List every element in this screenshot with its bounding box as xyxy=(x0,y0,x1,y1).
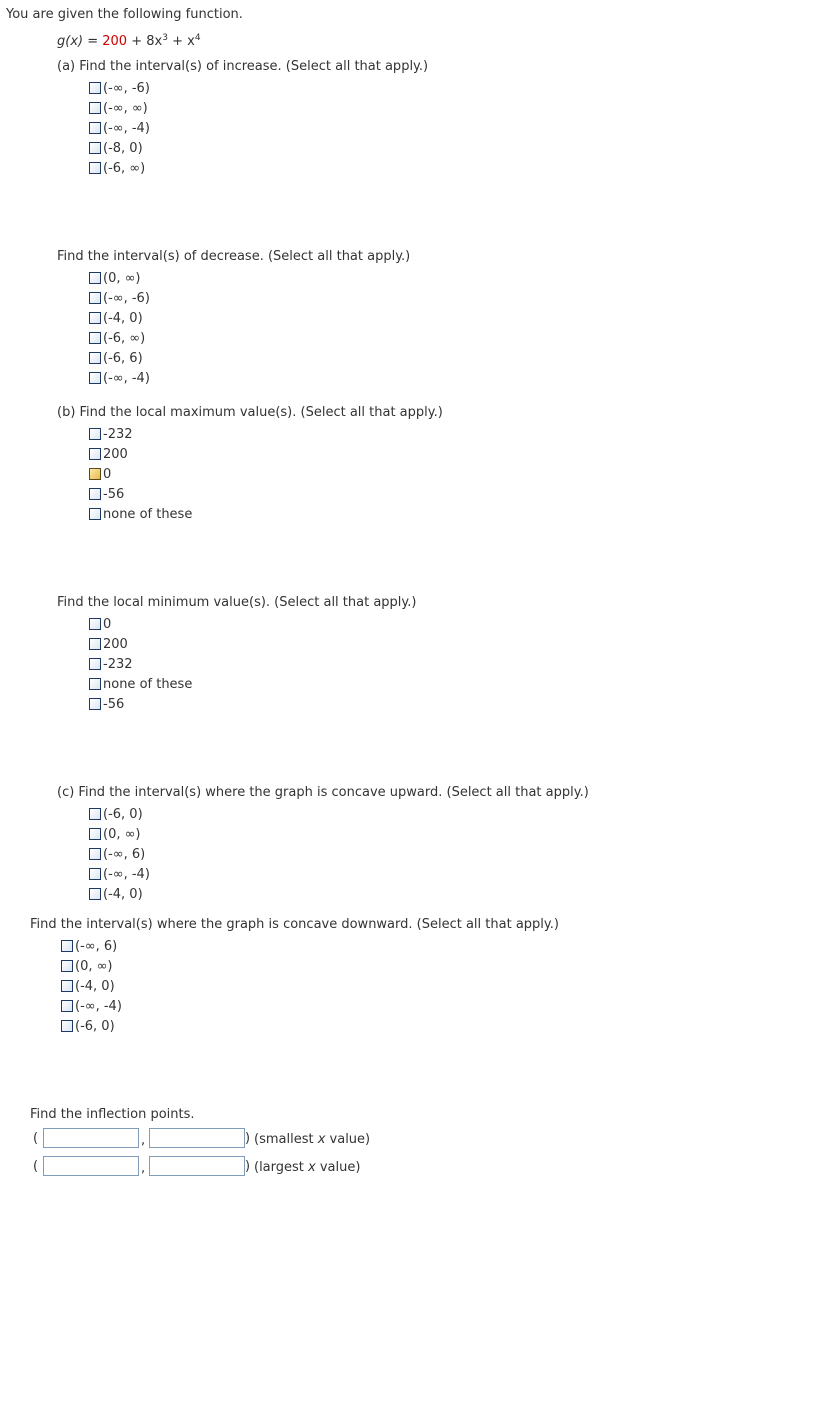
question-increase-prompt: (a) Find the interval(s) of increase. (Select all that apply.) xyxy=(57,59,429,74)
decrease-option[interactable] xyxy=(89,351,143,367)
option-label: -232 xyxy=(103,657,133,672)
question-max-prompt: (b) Find the local maximum value(s). (Select all that apply.) xyxy=(57,405,443,420)
checkbox[interactable] xyxy=(89,678,101,690)
option-label: (-∞, -4) xyxy=(103,867,150,882)
concave-up-option[interactable] xyxy=(89,827,141,843)
option-label: (-∞, -6) xyxy=(103,291,150,306)
max-option[interactable] xyxy=(89,427,133,443)
option-label: (-4, 0) xyxy=(103,311,143,326)
option-label: (-∞, -6) xyxy=(103,81,150,96)
checkbox[interactable] xyxy=(89,698,101,710)
option-label: (-∞, -4) xyxy=(103,371,150,386)
concave-up-option[interactable] xyxy=(89,847,145,863)
checkbox[interactable] xyxy=(89,508,101,520)
option-label: (0, ∞) xyxy=(75,959,113,974)
checkbox[interactable] xyxy=(89,888,101,900)
checkbox[interactable] xyxy=(89,162,101,174)
checkbox[interactable] xyxy=(89,448,101,460)
increase-option[interactable] xyxy=(89,121,150,137)
checkbox[interactable] xyxy=(89,488,101,500)
checkbox[interactable] xyxy=(89,122,101,134)
checkbox[interactable] xyxy=(89,428,101,440)
checkbox[interactable] xyxy=(89,272,101,284)
question-concave-up-prompt: (c) Find the interval(s) where the graph is concave upward. (Select all that apply.) xyxy=(57,785,589,800)
decrease-option[interactable] xyxy=(89,331,145,347)
option-label: none of these xyxy=(103,507,193,522)
function-expression xyxy=(57,34,201,50)
function-term2: + x xyxy=(167,34,195,49)
max-option[interactable] xyxy=(89,447,128,463)
option-label: (-6, ∞) xyxy=(103,161,146,176)
checkbox[interactable] xyxy=(89,808,101,820)
question-decrease-prompt: Find the interval(s) of decrease. (Select all that apply.) xyxy=(57,249,411,264)
close-paren: ) xyxy=(245,1159,251,1174)
function-term1: + 8x xyxy=(127,34,163,49)
option-label: (-∞, ∞) xyxy=(103,101,148,116)
option-label: -56 xyxy=(103,487,125,502)
checkbox[interactable] xyxy=(61,940,73,952)
checkbox[interactable] xyxy=(61,1020,73,1032)
option-label: 200 xyxy=(103,637,128,652)
checkbox-hovered[interactable] xyxy=(89,468,101,480)
checkbox[interactable] xyxy=(89,312,101,324)
min-option[interactable] xyxy=(89,637,128,653)
increase-option[interactable] xyxy=(89,161,145,177)
inflection-1-y-input[interactable] xyxy=(149,1128,245,1148)
checkbox[interactable] xyxy=(89,658,101,670)
option-label: 0 xyxy=(103,617,112,632)
question-concave-down-prompt: Find the interval(s) where the graph is concave downward. (Select all that apply.) xyxy=(30,917,559,932)
question-inflection-prompt: Find the inflection points. xyxy=(30,1107,195,1122)
function-exp2: 4 xyxy=(194,33,201,43)
checkbox[interactable] xyxy=(89,332,101,344)
option-label: (-6, 0) xyxy=(75,1019,115,1034)
open-paren: ( xyxy=(33,1131,39,1146)
option-label: -232 xyxy=(103,427,133,442)
option-label: (-∞, 6) xyxy=(103,847,146,862)
option-label: 0 xyxy=(103,467,112,482)
comma: , xyxy=(141,1161,146,1176)
option-label: (-6, ∞) xyxy=(103,331,146,346)
checkbox[interactable] xyxy=(89,142,101,154)
checkbox[interactable] xyxy=(89,618,101,630)
concave-down-option[interactable] xyxy=(61,939,117,955)
hint-prefix: (largest xyxy=(254,1160,309,1175)
checkbox[interactable] xyxy=(89,372,101,384)
option-label: (-8, 0) xyxy=(103,141,143,156)
increase-option[interactable] xyxy=(89,101,148,117)
checkbox[interactable] xyxy=(89,868,101,880)
min-option[interactable] xyxy=(89,697,124,713)
option-label: (0, ∞) xyxy=(103,827,141,842)
concave-down-option[interactable] xyxy=(61,959,113,975)
min-option[interactable] xyxy=(89,617,111,633)
concave-down-option[interactable] xyxy=(61,979,115,995)
function-exp1: 3 xyxy=(162,33,168,43)
option-label: none of these xyxy=(103,677,193,692)
close-paren: ) xyxy=(245,1131,251,1146)
hint-prefix: (smallest xyxy=(254,1132,318,1147)
checkbox[interactable] xyxy=(61,960,73,972)
function-constant: 200 xyxy=(102,34,128,49)
min-option[interactable] xyxy=(89,657,133,673)
option-label: -56 xyxy=(103,697,125,712)
function-eq: = xyxy=(83,34,103,49)
checkbox[interactable] xyxy=(89,848,101,860)
option-label: (-6, 6) xyxy=(103,351,143,366)
inflection-1-hint xyxy=(254,1132,370,1148)
decrease-option[interactable] xyxy=(89,311,143,327)
decrease-option[interactable] xyxy=(89,291,150,307)
max-option[interactable] xyxy=(89,467,111,483)
checkbox[interactable] xyxy=(61,1000,73,1012)
max-option[interactable] xyxy=(89,487,124,503)
checkbox[interactable] xyxy=(89,352,101,364)
checkbox[interactable] xyxy=(89,638,101,650)
inflection-2-x-input[interactable] xyxy=(43,1156,139,1176)
concave-down-option[interactable] xyxy=(61,1019,115,1035)
concave-up-option[interactable] xyxy=(89,887,143,903)
open-paren: ( xyxy=(33,1159,39,1174)
inflection-1-x-input[interactable] xyxy=(43,1128,139,1148)
intro-text: You are given the following function. xyxy=(6,7,243,22)
option-label: 200 xyxy=(103,447,128,462)
decrease-option[interactable] xyxy=(89,371,150,387)
hint-var: x xyxy=(308,1160,316,1175)
min-option[interactable] xyxy=(89,677,192,693)
comma: , xyxy=(141,1133,146,1148)
option-label: (-4, 0) xyxy=(75,979,115,994)
hint-suffix: value) xyxy=(325,1132,371,1147)
max-option[interactable] xyxy=(89,507,192,523)
option-label: (0, ∞) xyxy=(103,271,141,286)
checkbox[interactable] xyxy=(89,82,101,94)
option-label: (-∞, 6) xyxy=(75,939,118,954)
concave-up-option[interactable] xyxy=(89,867,150,883)
inflection-2-hint xyxy=(254,1160,360,1176)
hint-var: x xyxy=(317,1132,326,1147)
checkbox[interactable] xyxy=(89,292,101,304)
increase-option[interactable] xyxy=(89,81,150,97)
inflection-2-y-input[interactable] xyxy=(149,1156,245,1176)
concave-down-option[interactable] xyxy=(61,999,122,1015)
concave-up-option[interactable] xyxy=(89,807,143,823)
function-lhs: g(x) xyxy=(57,34,84,49)
hint-suffix: value) xyxy=(315,1160,361,1175)
option-label: (-∞, -4) xyxy=(75,999,122,1014)
checkbox[interactable] xyxy=(89,828,101,840)
decrease-option[interactable] xyxy=(89,271,141,287)
question-min-prompt: Find the local minimum value(s). (Select all that apply.) xyxy=(57,595,417,610)
option-label: (-4, 0) xyxy=(103,887,143,902)
option-label: (-6, 0) xyxy=(103,807,143,822)
option-label: (-∞, -4) xyxy=(103,121,150,136)
checkbox[interactable] xyxy=(61,980,73,992)
increase-option[interactable] xyxy=(89,141,143,157)
checkbox[interactable] xyxy=(89,102,101,114)
